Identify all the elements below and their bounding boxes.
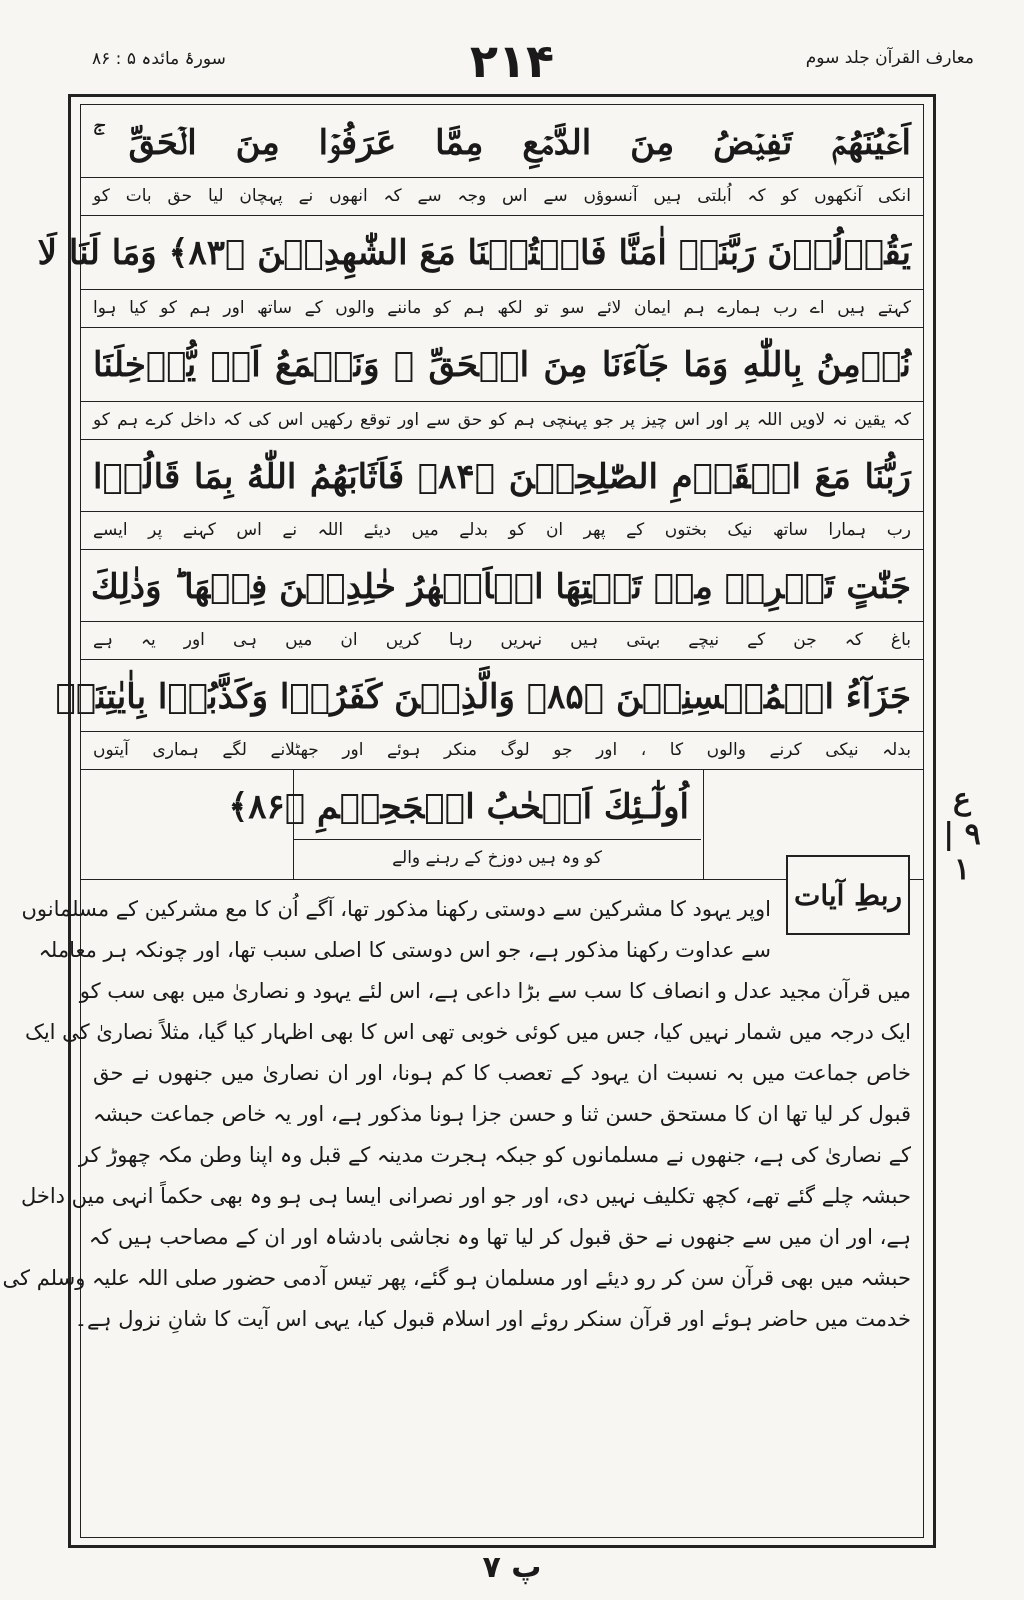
commentary-line: قبول کر لیا تھا ان کا مستحق حسن ثنا و حسن جزا ہونا مذکور ہے، اور یہ خاص جماعت حبشہ — [93, 1102, 911, 1126]
verse-translation: باغ کہ جن کے نیچے بہتی ہیں نہریں رہا کریں ان میں ہی اور یہ ہے — [93, 630, 911, 650]
verse-translation: انکی آنکھوں کو کہ اُبلتی ہیں آنسوؤں سے اس وجہ سے کہ انھوں نے پہچان لیا حق بات کو — [93, 186, 911, 206]
verse-arabic: اَعۡيُنَهُمۡ تَفِيۡضُ مِنَ الدَّمۡعِ مِمَّا عَرَفُوۡا مِنَ الۡحَقِّ ۚ — [93, 123, 911, 163]
ruku-margin-mark: ع ۹ | ۱ — [943, 782, 981, 887]
commentary-line: حبشہ چلے گئے تھے، کچھ تکلیف نہیں دی، اور جو اور نصرانی ایسا ہی ہو وہ بھی حکماً انہی میں داخل — [20, 1184, 911, 1208]
verse-translation: کہ یقین نہ لاویں اللہ پر اور اس چیز پر جو پہنچی ہم کو حق سے اور توقع رکھیں اس کی کہ داخل کرے ہم کو — [93, 410, 911, 430]
verse-translation: بدلہ نیکی کرنے والوں کا ، اور جو لوگ منکر ہوئے اور جھٹلانے لگے ہماری آیتوں — [93, 740, 911, 760]
verse-translation: کو وہ ہیں دوزخ کے رہنے والے — [392, 848, 602, 868]
verse-arabic: جَنّٰتٍ تَجۡرِىۡ مِنۡ تَحۡتِهَا الۡاَنۡهٰرُ خٰلِدِيۡنَ فِيۡهَا ؕ وَذٰلِكَ — [90, 567, 911, 607]
inner-frame — [2, 104, 924, 1538]
commentary-line: خدمت میں حاضر ہوئے اور قرآن سنکر روئے اور اسلام قبول کیا، یہی اس آیت کا شانِ نزول ہے۔ — [74, 1307, 911, 1331]
verse-translation: کہتے ہیں اے رب ہمارے ہم ایمان لائے سو تو لکھ ہم کو ماننے والوں کے ساتھ اور ہم کو کیا ہوا — [93, 298, 911, 318]
commentary-line: ہے، اور ان میں سے جنھوں نے حق قبول کر لیا تھا وہ نجاشی بادشاہ اور ان کے مصاحب ہیں کہ — [88, 1225, 911, 1249]
commentary-line: ایک درجہ میں شمار نہیں کیا، جس میں کوئی خوبی تھی اس کا بھی اظہار کیا گیا، مثلاً نصاریٰ کی ایک — [25, 1020, 911, 1044]
commentary-line: حبشہ میں بھی قرآن سن کر رو دیئے اور مسلمان ہو گئے، پھر تیس آدمی حضور صلی اللہ علیہ وسلم کی — [2, 1266, 911, 1290]
verse-arabic: نُؤۡمِنُ بِاللّٰهِ وَمَا جَآءَنَا مِنَ الۡحَقِّ ۙ وَنَطۡمَعُ اَنۡ يُّدۡخِلَنَا — [93, 345, 911, 385]
commentary-line: اوپر یہود کا مشرکین سے دوستی رکھنا مذکور تھا، آگے اُن کا مع مشرکین کے مسلمانوں — [21, 897, 771, 921]
section-label: ربطِ آیات — [786, 855, 910, 935]
verse-arabic: اُولٰٓـئِكَ اَصۡحٰبُ الۡجَحِيۡمِ ﴿۸۶﴾ — [228, 787, 689, 827]
commentary-line: میں قرآن مجید عدل و انصاف کا سب سے بڑا داعی ہے، اس لئے یہود و نصاریٰ میں بھی سب کو — [79, 979, 911, 1003]
book-title: معارف القرآن جلد سوم — [805, 48, 974, 68]
verse-arabic: رَبُّنَا مَعَ الۡقَوۡمِ الصّٰلِحِيۡنَ ﴿۸۴﴾ فَاَثَابَهُمُ اللّٰهُ بِمَا قَالُوۡا — [93, 457, 911, 497]
verse-translation: رب ہمارا ساتھ نیک بختوں کے پھر ان کو بدلے میں دیئے اللہ نے اس کہنے پر ایسے — [93, 520, 911, 540]
surah-reference: سورۂ مائدہ ۵ : ۸۶ — [92, 49, 226, 69]
commentary-line: خاص جماعت میں بہ نسبت ان یہود کے تعصب کا کم ہونا، اور ان نصاریٰ میں جنھوں نے حق — [93, 1061, 911, 1085]
commentary-line: سے عداوت رکھنا مذکور ہے، جو اس دوستی کا اصلی سبب تھا، اور چونکہ ہر معاملہ — [38, 938, 771, 962]
verse-arabic: يَقُوۡلُوۡنَ رَبَّنَاۤ اٰمَنَّا فَاكۡتُبۡنَا مَعَ الشّٰهِدِيۡنَ ﴿۸۳﴾ وَمَا لَنَا لَا — [37, 233, 911, 273]
verse-arabic: جَزَآءُ الۡمُحۡسِنِيۡنَ ﴿۸۵﴾ وَالَّذِيۡنَ كَفَرُوۡا وَكَذَّبُوۡا بِاٰيٰتِنَاۤ — [55, 677, 911, 717]
commentary-line: کے نصاریٰ کی ہے، جنھوں نے مسلمانوں کو جبکہ ہجرت مدینہ کے قبل وہ اپنا وطن مکہ چھوڑ کر — [78, 1143, 911, 1167]
page-number: ۲۱۴ — [469, 34, 555, 88]
footer-mark: پ ۷ — [482, 1550, 542, 1585]
commentary-paragraph — [2, 889, 911, 1340]
